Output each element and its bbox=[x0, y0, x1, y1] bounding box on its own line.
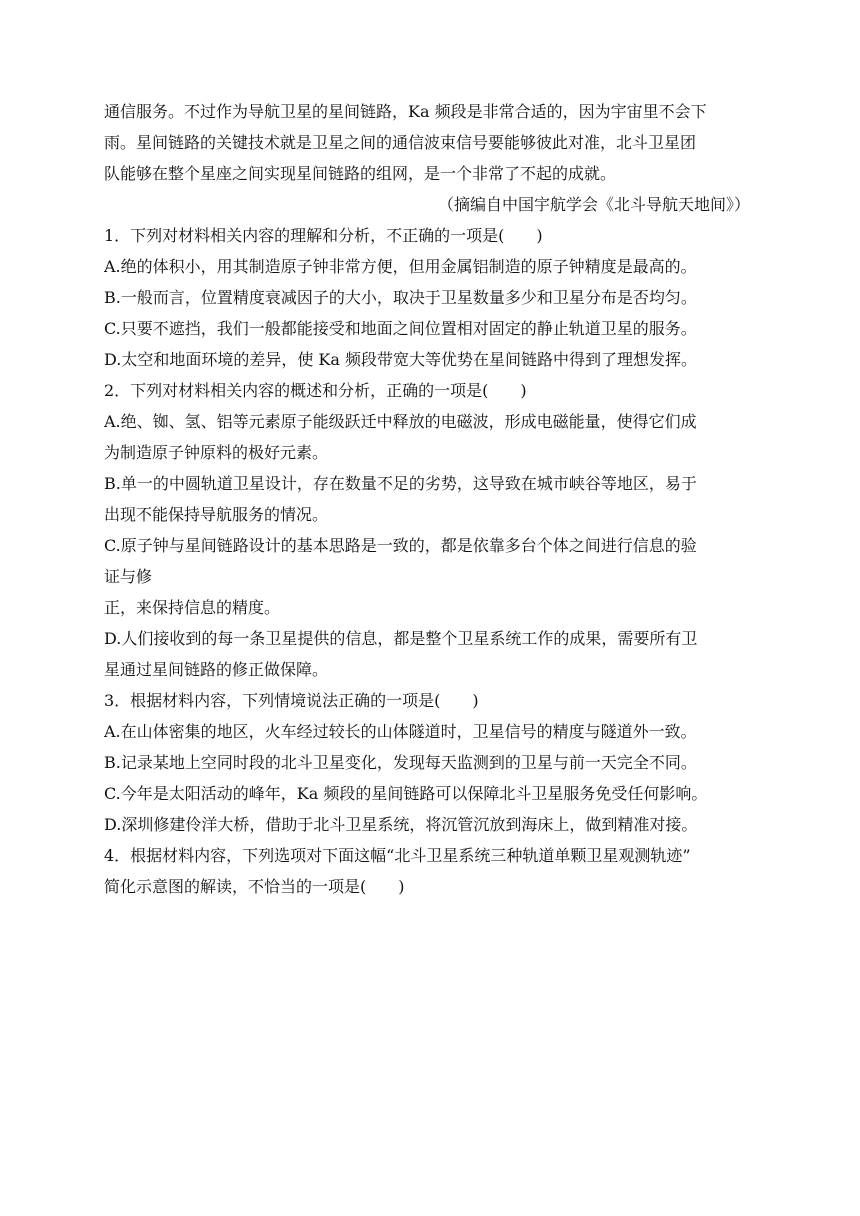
question-stem: 1．下列对材料相关内容的理解和分析，不正确的一项是( ) bbox=[104, 226, 543, 245]
option-b[interactable]: B.记录某地上空同时段的北斗卫星变化，发现每天监测到的卫星与前一天完全不同。 bbox=[104, 753, 697, 772]
option-c[interactable]: C.今年是太阳活动的峰年，Ka 频段的星间链路可以保障北斗卫星服务免受任何影响。 bbox=[104, 784, 708, 803]
passage-source: （摘编自中国宇航学会《北斗导航天地间》） bbox=[437, 195, 750, 214]
passage-line: 雨。星间链路的关键技术就是卫星之间的通信波束信号要能够彼此对准，北斗卫星团 bbox=[104, 133, 697, 152]
passage-excerpt bbox=[104, 96, 754, 220]
option-line: A.绝、铷、氢、铝等元素原子能级跃迁中释放的电磁波，形成电磁能量，使得它们成 bbox=[104, 412, 697, 431]
option-d[interactable] bbox=[104, 623, 754, 685]
option-b[interactable] bbox=[104, 468, 754, 530]
option-line: C.原子钟与星间链路设计的基本思路是一致的，都是依靠多台个体之间进行信息的验 bbox=[104, 536, 697, 555]
option-a[interactable]: A.绝的体积小，用其制造原子钟非常方便，但用金属铝制造的原子钟精度是最高的。 bbox=[104, 257, 697, 276]
option-line: 正，来保持信息的精度。 bbox=[104, 598, 281, 617]
option-a[interactable] bbox=[104, 406, 754, 468]
question-3 bbox=[104, 685, 754, 840]
passage-line: 通信服务。不过作为导航卫星的星间链路，Ka 频段是非常合适的，因为宇宙里不会下 bbox=[104, 102, 707, 121]
option-c[interactable]: C.只要不遮挡，我们一般都能接受和地面之间位置相对固定的静止轨道卫星的服务。 bbox=[104, 319, 697, 338]
document-page bbox=[104, 96, 754, 902]
question-stem: 3．根据材料内容，下列情境说法正确的一项是( ) bbox=[104, 691, 479, 710]
passage-line: 队能够在整个星座之间实现星间链路的组网，是一个非常了不起的成就。 bbox=[104, 164, 617, 183]
option-line: D.人们接收到的每一条卫星提供的信息，都是整个卫星系统工作的成果，需要所有卫 bbox=[104, 629, 698, 648]
question-stem: 4．根据材料内容，下列选项对下面这幅“北斗卫星系统三种轨道单颗卫星观测轨迹” bbox=[104, 846, 691, 865]
option-line: 为制造原子钟原料的极好元素。 bbox=[104, 443, 329, 462]
option-b[interactable]: B.一般而言，位置精度衰减因子的大小，取决于卫星数量多少和卫星分布是否均匀。 bbox=[104, 288, 697, 307]
option-line: B.单一的中圆轨道卫星设计，存在数量不足的劣势，这导致在城市峡谷等地区，易于 bbox=[104, 474, 697, 493]
option-line: 出现不能保持导航服务的情况。 bbox=[104, 505, 329, 524]
option-c[interactable] bbox=[104, 530, 754, 623]
option-a[interactable]: A.在山体密集的地区，火车经过较长的山体隧道时，卫星信号的精度与隧道外一致。 bbox=[104, 722, 697, 741]
option-line: 星通过星间链路的修正做保障。 bbox=[104, 660, 329, 679]
option-line: 证与修 bbox=[104, 567, 153, 586]
option-d[interactable]: D.深圳修建伶洋大桥，借助于北斗卫星系统，将沉管沉放到海床上，做到精准对接。 bbox=[104, 815, 698, 834]
option-d[interactable]: D.太空和地面环境的差异，使 Ka 频段带宽大等优势在星间链路中得到了理想发挥。 bbox=[104, 350, 698, 369]
question-4 bbox=[104, 840, 754, 902]
question-stem: 2．下列对材料相关内容的概述和分析，正确的一项是( ) bbox=[104, 381, 527, 400]
question-1 bbox=[104, 220, 754, 375]
question-stem: 简化示意图的解读，不恰当的一项是( ) bbox=[104, 877, 405, 896]
question-2 bbox=[104, 375, 754, 685]
